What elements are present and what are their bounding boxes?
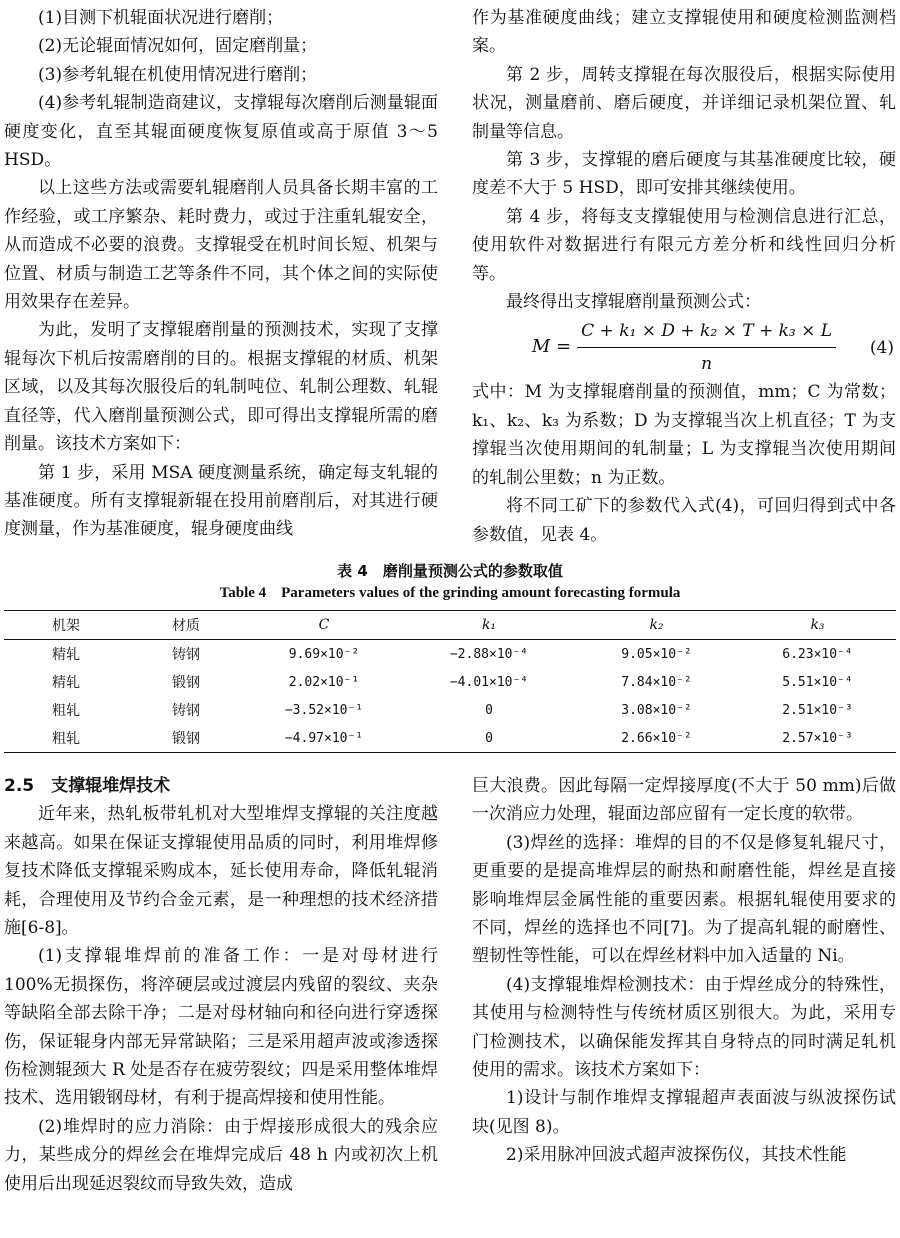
column-top-right (472, 4, 896, 549)
paragraph: 最终得出支撑辊磨削量预测公式： (506, 292, 761, 313)
cell: 2.57×10⁻³ (782, 730, 853, 746)
cell: 锻钢 (172, 675, 200, 691)
cell: 3.08×10⁻² (621, 702, 692, 718)
table-4 (0, 560, 900, 753)
paragraph: 作为基准硬度曲线；建立支撑辊使用和硬度检测监测档案。 (472, 8, 896, 57)
formula-fraction (577, 317, 836, 379)
paragraph: 近年来，热轧板带轧机对大型堆焊支撑辊的关注度越来越高。如果在保证支撑辊使用品质的同时，利用堆焊修复技术降低支撑辊采购成本，延长使用寿命，降低轧辊消耗，合理使用及节约合金元素，是一种理想的技术经济措施[6-8]。 (4, 804, 438, 939)
paragraph: 第 2 步，周转支撑辊在每次服役后，根据实际使用状况，测量磨前、磨后硬度，并详细记录机架位置、轧制量等信息。 (472, 64, 896, 142)
cell: −2.88×10⁻⁴ (449, 646, 529, 662)
table-row (4, 640, 896, 669)
paragraph: 巨大浪费。因此每隔一定焊接厚度(不大于 50 mm)后做一次消应力处理，辊面边部应留有一定长度的软带。 (472, 776, 896, 825)
paragraph: 将不同工矿下的参数代入式(4)，可回归得到式中各参数值，见表 4。 (472, 496, 896, 545)
table-header-row (4, 611, 896, 640)
table-caption-zh: 表 4 磨削量预测公式的参数取值 (337, 562, 563, 580)
cell: 精轧 (52, 647, 80, 663)
header-k2: k₂ (649, 617, 664, 633)
paragraph: (4)参考轧辊制造商建议，支撑辊每次磨削后测量辊面硬度变化，直至其辊面硬度恢复原值或高于原值 3～5 HSD。 (4, 93, 438, 171)
cell: 0 (485, 702, 493, 718)
paragraph: 第 4 步，将每支支撑辊使用与检测信息进行汇总，使用软件对数据进行有限元方差分析和线性回归分析等。 (472, 206, 896, 284)
paragraph: (3)焊丝的选择：堆焊的目的不仅是修复轧辊尺寸，更重要的是提高堆焊层的耐热和耐磨性能，焊丝是直接影响堆焊层金属性能的重要因素。根据轧辊使用要求的不同，焊丝的选择也不同[7]。为了提高轧辊的耐磨性、塑韧性等性能，可以在焊丝材料中加入适量的 Ni。 (472, 832, 896, 967)
column-top-left (4, 4, 438, 544)
cell: 精轧 (52, 675, 80, 691)
formula-denominator: n (701, 353, 713, 374)
cell: 粗轧 (52, 731, 80, 747)
paragraph: (1)目测下机辊面状况进行磨削； (38, 8, 284, 28)
cell: 铸钢 (172, 703, 200, 719)
cell: −4.01×10⁻⁴ (449, 674, 529, 690)
paragraph: 式中：M 为支撑辊磨削量的预测值，mm；C 为常数；k₁、k₂、k₃ 为系数；D 为支撑辊当次上机直径；T 为支撑辊当次使用期间的轧制量；L 为支撑辊当次使用期间的轧制公里数；n 为正数。 (472, 382, 896, 488)
paragraph: (3)参考轧辊在机使用情况进行磨削； (38, 64, 318, 85)
paragraph: 第 3 步，支撑辊的磨后硬度与其基准硬度比较，硬度差不大于 5 HSD，即可安排其继续使用。 (472, 150, 896, 199)
paragraph: (4)支撑辊堆焊检测技术：由于焊丝成分的特殊性，其使用与检测特性与传统材质区别很大。为此，采用专门检测技术，以确保能发挥其自身特点的同时满足轧机使用的需求。该技术方案如下： (472, 974, 896, 1081)
formula-number: (4) (869, 338, 894, 359)
cell: 6.23×10⁻⁴ (782, 646, 853, 662)
cell: 锻钢 (172, 731, 200, 747)
cell: 9.69×10⁻² (288, 646, 360, 662)
cell: 7.84×10⁻² (621, 674, 692, 690)
table-row (4, 724, 896, 753)
paragraph: 2)采用脉冲回波式超声波探伤仪，其技术性能 (506, 1145, 847, 1166)
paragraph: 以上这些方法或需要轧辊磨削人员具备长期丰富的工作经验，或工序繁杂、耗时费力，或过于注重轧辊安全，从而造成不必要的浪费。支撑辊受在机时间长短、机架与位置、材质与制造工艺等条件不同，其个体之间的实际使用效果存在差异。 (4, 178, 438, 313)
table-caption-en: Table 4 Parameters values of the grinding amount forecasting formula (219, 585, 681, 601)
parameter-table (4, 610, 896, 753)
cell: 铸钢 (172, 647, 200, 663)
header-k3: k₃ (810, 617, 825, 633)
cell: 2.02×10⁻¹ (288, 674, 360, 690)
cell: 粗轧 (52, 703, 80, 719)
cell: −3.52×10⁻¹ (284, 702, 364, 718)
formula-4 (472, 318, 896, 376)
table-row (4, 696, 896, 724)
column-bottom-right (472, 772, 896, 1170)
cell: −4.97×10⁻¹ (284, 730, 364, 746)
paragraph: (2)堆焊时的应力消除：由于焊接形成很大的残余应力，某些成分的焊丝会在堆焊完成后 48 h 内或初次上机使用后出现延迟裂纹而导致失效，造成 (4, 1116, 438, 1194)
cell: 5.51×10⁻⁴ (782, 674, 853, 690)
section-heading: 2.5 支撑辊堆焊技术 (4, 776, 171, 796)
paragraph: 1)设计与制作堆焊支撑辊超声表面波与纵波探伤试块(见图 8)。 (472, 1088, 896, 1137)
cell: 9.05×10⁻² (621, 646, 692, 662)
formula-lhs: M = (531, 336, 572, 358)
header-material: 材质 (172, 618, 200, 634)
header-c: C (318, 617, 330, 633)
paragraph: (1)支撑辊堆焊前的准备工作：一是对母材进行 100%无损探伤，将淬硬层或过渡层内残留的裂纹、夹杂等缺陷全部去除干净；二是对母材轴向和径向进行穿透探伤，保证辊身内部无异常缺陷；三是采用超声波或渗透探伤检测辊颈大 R 处是否存在疲劳裂纹；四是采用整体堆焊技术、选用锻钢母材，有利于提高焊接和使用性能。 (4, 946, 438, 1109)
paragraph: 为此，发明了支撑辊磨削量的预测技术，实现了支撑辊每次下机后按需磨削的目的。根据支撑辊的材质、机架区域，以及其每次服役后的轧制吨位、轧制公理数、轧辊直径等，代入磨削量预测公式，即可得出支撑辊所需的磨削量。该技术方案如下： (4, 320, 438, 455)
formula-numerator: C + k₁ × D + k₂ × T + k₃ × L (577, 317, 836, 348)
table-row (4, 668, 896, 696)
header-k1: k₁ (481, 617, 497, 633)
cell: 2.51×10⁻³ (782, 702, 853, 718)
cell: 2.66×10⁻² (621, 730, 692, 746)
header-frame: 机架 (52, 618, 80, 634)
column-bottom-left (4, 772, 438, 1198)
paragraph: (2)无论辊面情况如何，固定磨削量； (38, 36, 318, 57)
paragraph: 第 1 步，采用 MSA 硬度测量系统，确定每支轧辊的基准硬度。所有支撑辊新辊在投用前磨削后，对其进行硬度测量，作为基准硬度，辊身硬度曲线 (4, 462, 438, 540)
cell: 0 (485, 730, 493, 746)
